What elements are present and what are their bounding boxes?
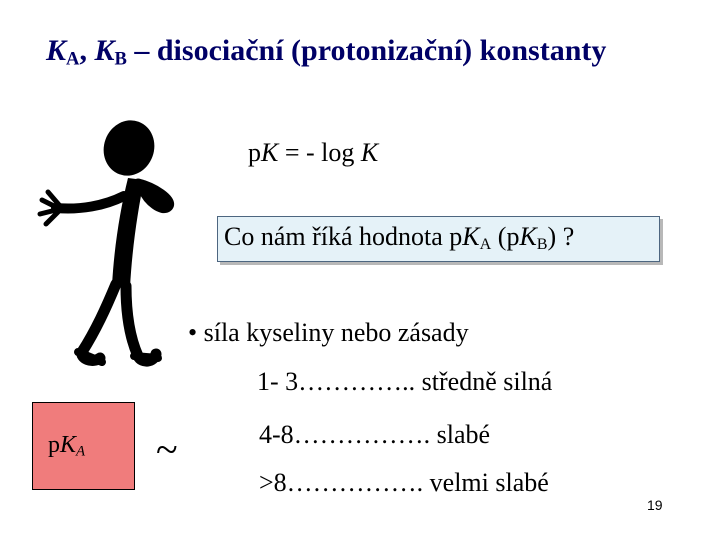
question-text: Co nám říká hodnota $pK_A$ $(pK_B)$ ? <box>224 222 575 254</box>
tilde-symbol: ~ <box>156 427 178 472</box>
thinking-stick-figure-icon <box>34 118 184 378</box>
bullet-text: síla kyseliny nebo zásady <box>203 318 469 347</box>
range-weak: 4-8……………. slabé <box>259 420 491 449</box>
page-number: 19 <box>647 497 663 513</box>
range-very-weak: >8……………. velmi slabé <box>259 468 549 497</box>
range-strong: 1- 3………….. středně silná <box>257 367 553 396</box>
pk-formula: pK = - log K <box>248 138 379 167</box>
pka-label: $pK_A$ <box>48 432 86 460</box>
slide-title: $K_A$, $K_B$ – disociační (protonizační) konstanty <box>46 34 607 70</box>
bullet-symbol: • <box>188 318 198 347</box>
bullet-item <box>188 318 469 348</box>
